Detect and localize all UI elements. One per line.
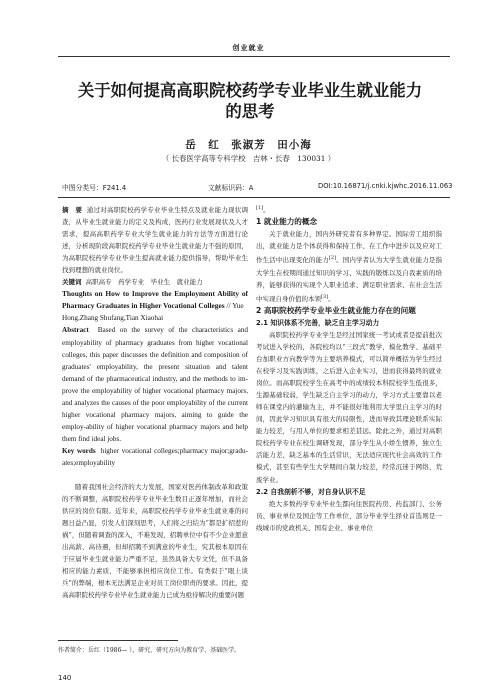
section-1-heading: 1 就业能力的概念 — [256, 217, 318, 227]
intro-continued: [1]。 — [256, 205, 270, 215]
section-2-heading: 2 高职院校药学专业毕业生就业能力存在的问题 — [256, 305, 416, 315]
left-column — [62, 204, 248, 602]
section-2-1-heading: 2.1 知识体系不完善，缺乏自主学习动力 — [256, 318, 380, 327]
abstract-cn — [62, 204, 248, 276]
keywords-en — [62, 445, 248, 469]
keywords-en-label: Key words — [62, 446, 96, 455]
paper-title — [48, 80, 452, 122]
abstract-en-label: Abstract — [62, 326, 89, 335]
ref-2: [2] — [328, 255, 336, 262]
abstract-cn-label: 摘 要 — [62, 206, 83, 214]
section-2-2-heading: 2.2 自我剖析不够，对自身认识不足 — [256, 487, 366, 496]
keywords-cn-label: 关键词 — [62, 278, 82, 287]
keywords-en-text: higher vocational colleges;pharmacy major;gradu-ates;employability — [62, 446, 248, 467]
clc-number: 中图分类号：F241.4 — [62, 184, 127, 192]
intro-paragraph — [62, 481, 248, 601]
document-code: 文献标识码：A — [208, 184, 254, 192]
page-number: 140 — [58, 674, 72, 682]
abstract-cn-text: 通过对高职院校药学专业毕业生特点及就业能力现状调查，从毕业生就业能力的定义及构成，医药行业发展现状及人才需求，提高高职药学专业大学生就业能力的方法等方面进行论述，分析现阶段高职院校药学专业毕业生就业能力不强的原因，为高职院校药学专业毕业生提高就业能力提供指导，帮助毕业生找到理想的就业岗位。 — [62, 206, 249, 275]
right-column — [256, 204, 442, 534]
section-1-text: 关于就业能力，国内外研究者有多种界定。国际劳工组织指出，就业能力是个体获得和保持工作、在工作中进步以及应对工作生活中出现变化的能力[2]。国内学者认为大学生就业能力是指大学生在校期间通过知识的学习、实践的锻炼以及自我素质的培养，能够获得的实现个人职业追求、满足职业需求、在社会生活中实现自身价值的本领[3]。 — [256, 230, 443, 303]
authors: 岳 红 张淑芳 田小海 — [185, 139, 312, 151]
affiliation: （ 长春医学高等专科学校 吉林・长春 130031 ） — [161, 154, 336, 163]
authors-en: Hong,Zhang Shufang,Tian Xiaohai — [62, 314, 164, 323]
section-2-2-text: 绝大多数药学专业毕业生都向往医院药房、药监部门、公务员、事业单位及国企等工作单位，部分毕业学生择业首选则是一线城市的党政机关、国有企业、事业单位 — [256, 499, 442, 532]
keywords-cn-text: 高职高专 药学专业 毕业生 就业能力 — [85, 278, 203, 287]
title-line-2: 的思考 — [225, 102, 275, 121]
doi: DOI:10.16871/j.cnki.kjwhc.2016.11.063 — [318, 182, 453, 190]
abstract-en-text: Based on the survey of the characteristics and employability of pharmacy graduates from higher vocational colleges, this paper discusses the definition and composition of graduates' employability, the present situation and talent demand of the pharmaceutical industry, and the methods to im-prove the employability of higher vocational pharmacy majors, and analyzes the causes of the poor employability of the current higher vocational pharmacy majors, aiming to guide the employ-ability of higher vocational pharmacy majors and help them find ideal jobs. — [62, 326, 249, 443]
meta-rule — [58, 197, 450, 198]
intro-text-part: 随着我国社会经济的大力发展，国家对医药体制改革和政策的不断调整，高职院校药学专业毕业生数目正逐年增加，而社会供应的岗位有限。近年来，高职院校药学专业毕业生就业难的问题日益凸显，引发人们深刻思考，人们将之归结为“都是扩招惹的祸”，但随着调查的深入，不难发现，招聘单位中有不少企业愿意出高薪、高待遇，但却招聘不到满意的毕业生，究其根本原因在于应届毕业生就业能力严重不足，虽然具备大专文凭，但不具备相应的能力素质，不能够承担相应岗位工作。有类似于“眼上谈兵”的弊端，根本无法满足企业对员工岗位职责的要求。因此，提高高职院校药学专业毕业生就业能力已成为亟待解决的重要问题 — [62, 483, 248, 600]
title-en — [62, 288, 248, 312]
running-header: 创业就业 — [232, 44, 265, 52]
abstract-en — [62, 324, 248, 444]
title-line-1: 关于如何提高高职院校药学专业毕业生就业能力 — [77, 81, 423, 100]
intro-ref: [1] — [256, 205, 264, 211]
footnote-rule — [58, 640, 178, 641]
title-en-text: Thoughts on How to Improve the Employment Ability of Pharmacy Graduates in Higher Vocational Colleges — [62, 289, 248, 311]
ref-3: [3] — [321, 293, 329, 300]
section-2-1-text: 高职院校药学专业学生是经过国家统一考试或者是提前批次考试进入学校的，各院校均以“三段式”教学，模化教学、基础平台加职业方向教学等为主要培养模式，可以简单概括为学生经过在校学习及实践训练，之后进入企业实习，进而获得最终的就业岗位。而高职院校学生在高考中的成绩较本科院校学生低很多，生源基础较弱，学生缺乏自主学习的动力，学习方式主要靠以老师在课堂内的灌输为主，并不能很好地利用大学里自主学习的时间，因此学习知识具有很大的局限性，进而导致其理论联系实际能力较差，与用人单位的要求相差甚远。除此之外，通过对高职院校药学专业在校生调研发现，部分学生从小娇生惯养，独立生活能力差，缺乏基本的生活常识，无法适应现代社会高效的工作模式，甚至有些学生大学期间自制力较差，经常沉迷于网络、荒废学业。 — [256, 330, 442, 484]
authors-en-prefix: // Yue — [226, 301, 244, 311]
header-rule — [58, 56, 450, 57]
keywords-cn — [62, 276, 248, 288]
author-footnote: 作者简介：岳红（1986— ），研究，研究方向为教育学、基础医学。 — [58, 647, 241, 654]
